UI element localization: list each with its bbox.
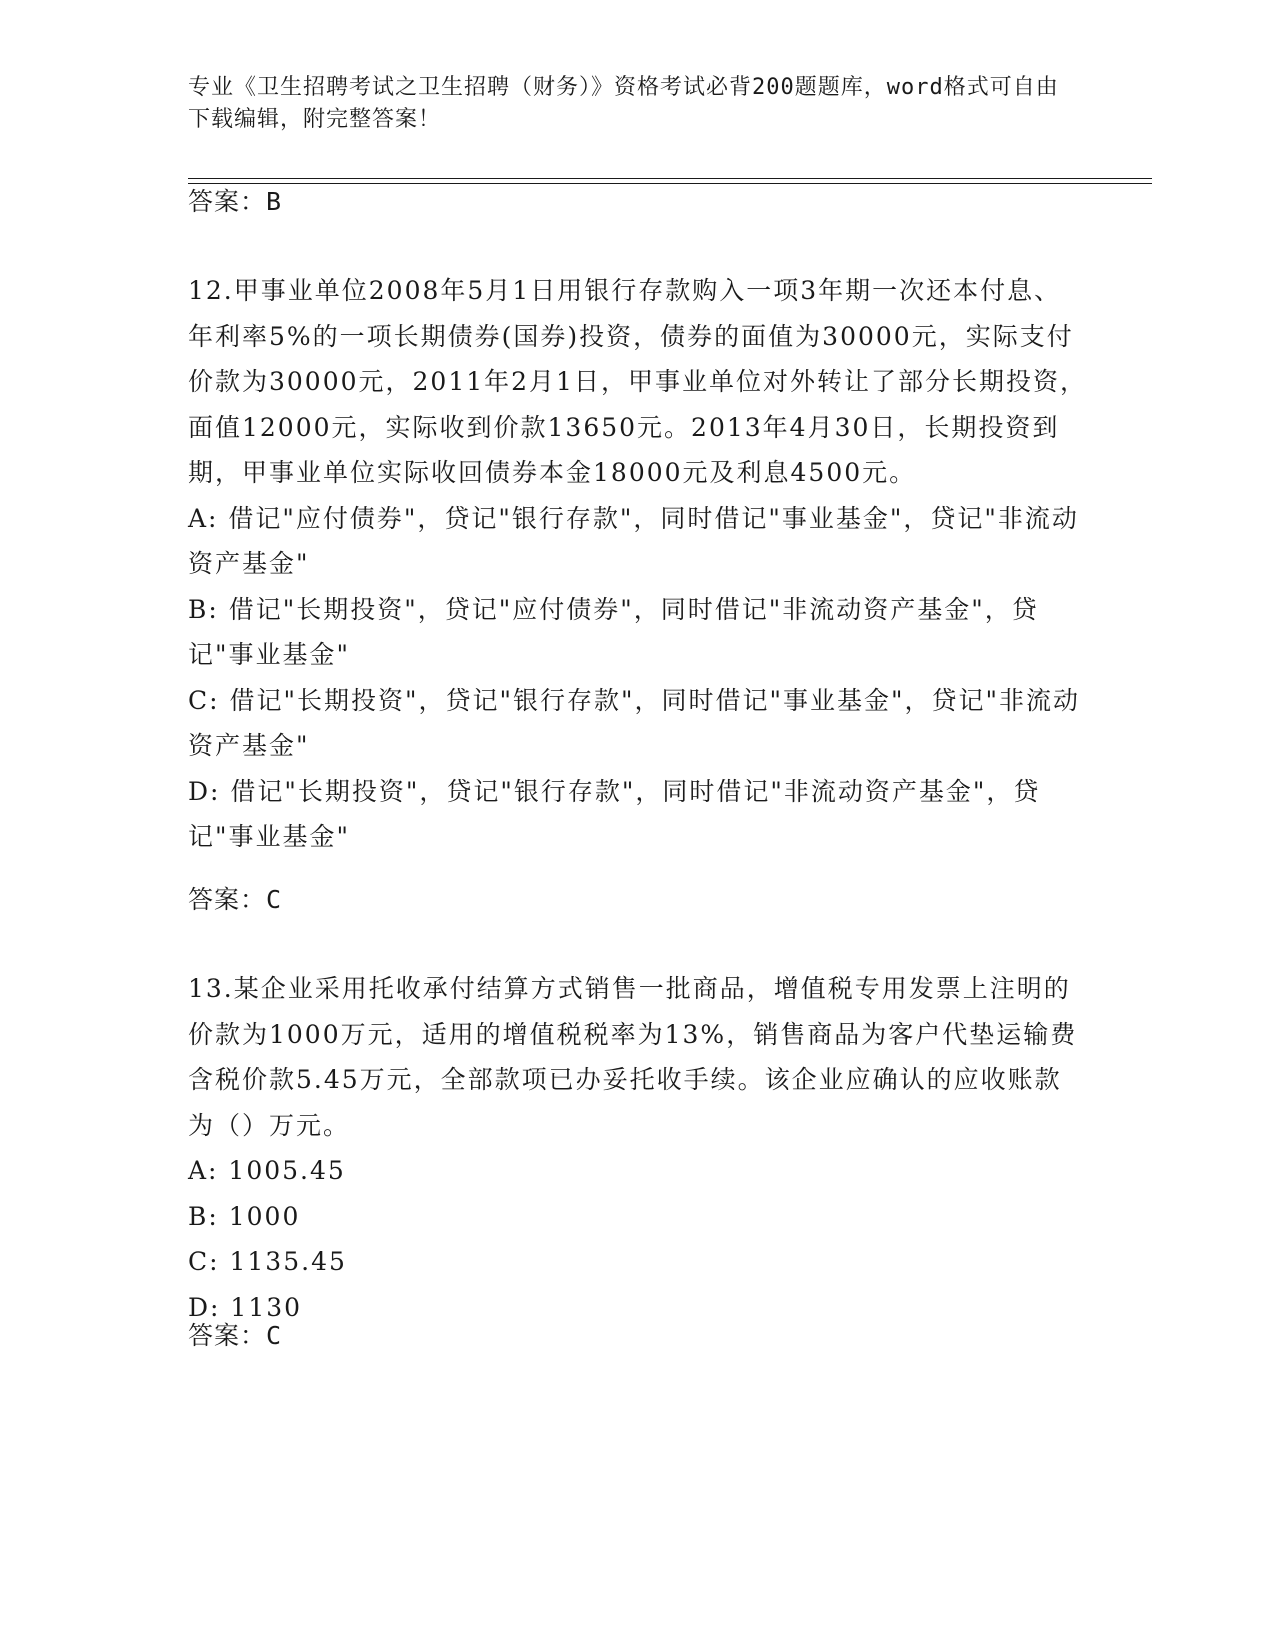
question-13-option-b: B: 1000 xyxy=(188,1201,301,1231)
question-12-option-c: C: 借记"长期投资"，贷记"银行存款"，同时借记"事业基金"，贷记"非流动资产基金" xyxy=(188,685,1080,760)
question-13-stem: 13.某企业采用托收承付结算方式销售一批商品，增值税专用发票上注明的价款为1000万元，适用的增值税税率为13%，销售商品为客户代垫运输费含税价款5.45万元，全部款项已办妥托收手续。该企业应确认的应收账款为（）万元。 xyxy=(188,974,1078,1140)
previous-answer: 答案：B xyxy=(188,187,283,216)
question-13-answer: 答案：C xyxy=(188,1321,283,1350)
question-12-stem: 12.甲事业单位2008年5月1日用银行存款购入一项3年期一次还本付息、年利率5%的一项长期债券(国券)投资，债券的面值为30000元，实际支付价款为30000元，2011年2月1日，甲事业单位对外转让了部分长期投资，面值12000元，实际收到价款13650元。2013年4月30日，长期投资到期，甲事业单位实际收回债券本金18000元及利息4500元。 xyxy=(188,276,1087,487)
header-divider-top xyxy=(188,178,1152,179)
question-12-option-a: A: 借记"应付债券"，贷记"银行存款"，同时借记"事业基金"，贷记"非流动资产基金" xyxy=(188,503,1079,578)
question-12-answer: 答案：C xyxy=(188,885,283,914)
question-13-option-a: A: 1005.45 xyxy=(188,1156,346,1185)
document-header: 专业《卫生招聘考试之卫生招聘（财务）》资格考试必背200题题库，word格式可自由下载编辑，附完整答案！ xyxy=(188,75,1059,132)
question-12 xyxy=(188,268,1088,860)
question-12-option-d: D: 借记"长期投资"，贷记"银行存款"，同时借记"非流动资产基金"，贷记"事业基金" xyxy=(188,776,1041,851)
question-13-option-d: D: 1130 xyxy=(188,1292,303,1322)
question-13-option-c: C: 1135.45 xyxy=(188,1247,347,1276)
header-divider-bottom xyxy=(188,183,1152,184)
question-12-option-b: B: 借记"长期投资"，贷记"应付债券"，同时借记"非流动资产基金"，贷记"事业基金" xyxy=(188,594,1039,669)
question-13 xyxy=(188,966,1088,1330)
